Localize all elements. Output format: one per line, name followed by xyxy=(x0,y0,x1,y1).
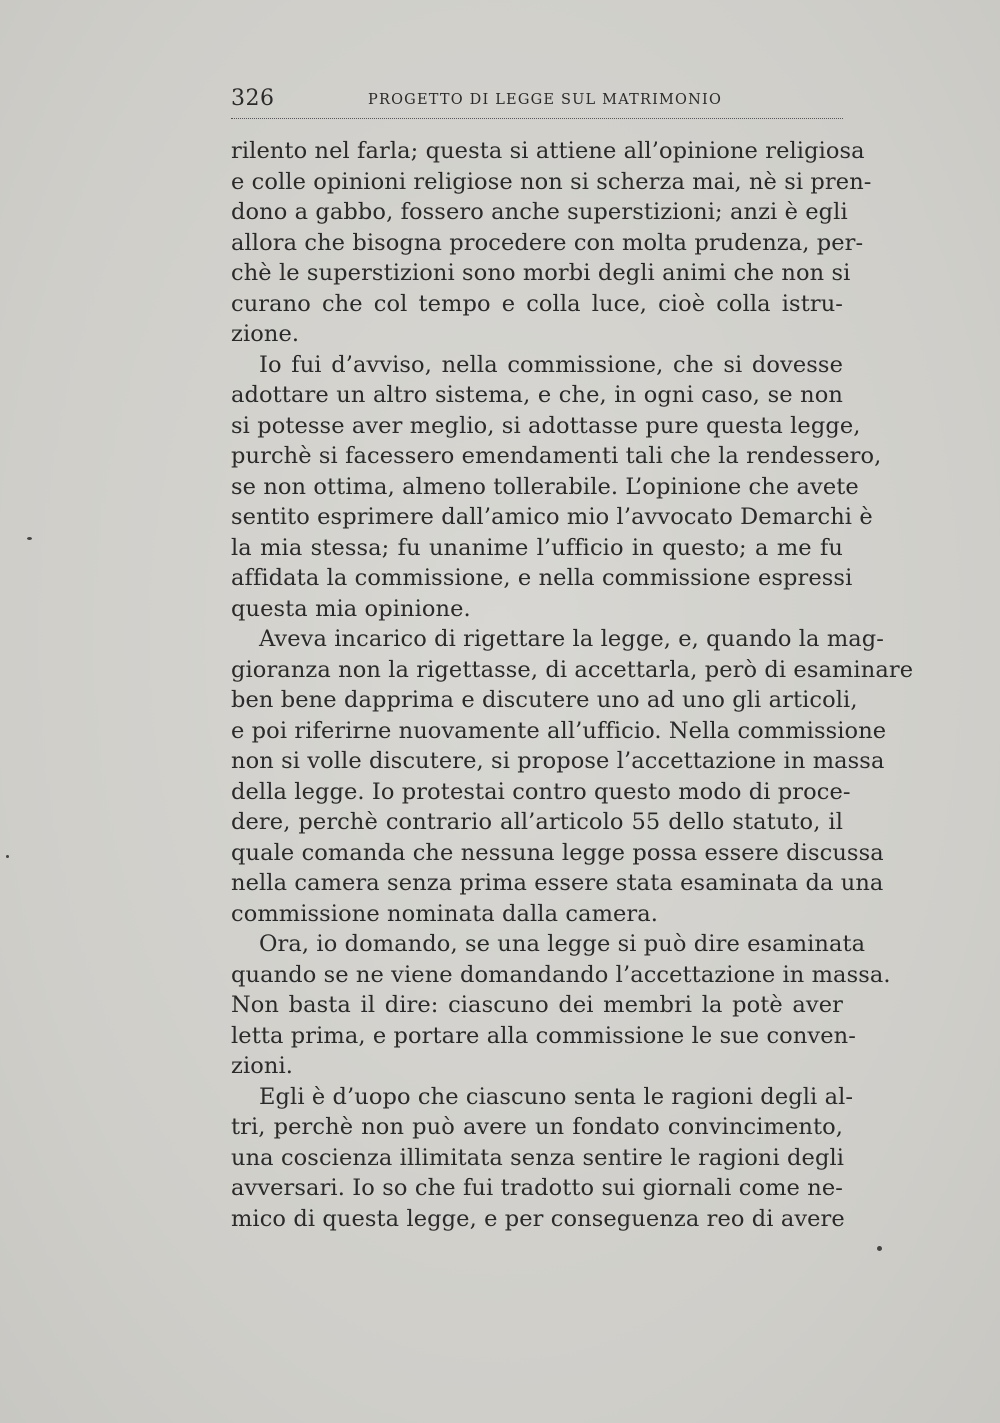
text-line: commissione nominata dalla camera. xyxy=(231,900,659,927)
text-line: la mia stessa; fu unanime l’ufficio in questo; a me fu xyxy=(231,534,843,561)
text-line: una coscienza illimitata senza sentire le ragioni degli xyxy=(231,1144,845,1171)
text-line: tri, perchè non può avere un fondato convincimento, xyxy=(231,1114,843,1140)
text-line: quando se ne viene domandando l’accettazione in massa. xyxy=(231,961,891,988)
text-line: Non basta il dire: ciascuno dei membri la potè aver xyxy=(231,992,843,1018)
text-line: avversari. Io so che fui tradotto sui giornali come ne- xyxy=(231,1175,843,1201)
text-line: allora che bisogna procedere con molta prudenza, per- xyxy=(231,229,864,256)
text-line: quale comanda che nessuna legge possa essere discussa xyxy=(231,839,884,866)
text-line: curano che col tempo e colla luce, cioè colla istru- xyxy=(231,290,843,317)
scan-speck xyxy=(877,1246,882,1251)
text-line: si potesse aver meglio, si adottasse pure questa legge, xyxy=(231,412,861,439)
text-line: gioranza non la rigettasse, di accettarla, però di esaminare xyxy=(231,656,914,683)
text-line: e poi riferirne nuovamente all’ufficio. Nella commissione xyxy=(231,717,887,744)
header-rule xyxy=(231,118,843,119)
text-line: Aveva incarico di rigettare la legge, e, quando la mag- xyxy=(259,626,884,652)
text-line: dere, perchè contrario all’articolo 55 dello statuto, il xyxy=(231,809,843,835)
text-line: letta prima, e portare alla commissione le sue conven- xyxy=(231,1022,856,1049)
page-number: 326 xyxy=(231,86,275,111)
text-line: rilento nel farla; questa si attiene all’opinione religiosa xyxy=(231,138,865,164)
scan-speck xyxy=(6,855,9,858)
text-line: questa mia opinione. xyxy=(231,595,471,622)
text-line: affidata la commissione, e nella commissione espressi xyxy=(231,565,853,591)
text-line: Io fui d’avviso, nella commissione, che si dovesse xyxy=(259,351,843,378)
text-line: chè le superstizioni sono morbi degli animi che non si xyxy=(231,260,851,286)
running-head: PROGETTO DI LEGGE SUL MATRIMONIO xyxy=(368,92,723,108)
text-line: e colle opinioni religiose non si scherza mai, nè si pren- xyxy=(231,168,872,195)
text-line: della legge. Io protestai contro questo modo di proce- xyxy=(231,778,851,805)
text-line: zione. xyxy=(231,321,300,347)
text-line: sentito esprimere dall’amico mio l’avvocato Demarchi è xyxy=(231,504,873,530)
text-line: Egli è d’uopo che ciascuno senta le ragioni degli al- xyxy=(259,1083,854,1110)
page-header xyxy=(231,86,843,116)
text-line: se non ottima, almeno tollerabile. L’opinione che avete xyxy=(231,473,859,500)
scan-speck xyxy=(27,537,32,540)
text-line: dono a gabbo, fossero anche superstizioni; anzi è egli xyxy=(231,199,848,225)
text-line: zioni. xyxy=(231,1053,294,1079)
text-line: nella camera senza prima essere stata esaminata da una xyxy=(231,870,884,896)
body-text xyxy=(231,136,914,1234)
text-line: non si volle discutere, si propose l’accettazione in massa xyxy=(231,748,885,774)
text-line: purchè si facessero emendamenti tali che la rendessero, xyxy=(231,443,882,469)
text-line: Ora, io domando, se una legge si può dire esaminata xyxy=(259,931,866,957)
text-line: ben bene dapprima e discutere uno ad uno gli articoli, xyxy=(231,687,858,713)
text-line: adottare un altro sistema, e che, in ogni caso, se non xyxy=(231,382,843,408)
text-line: mico di questa legge, e per conseguenza reo di avere xyxy=(231,1205,845,1232)
